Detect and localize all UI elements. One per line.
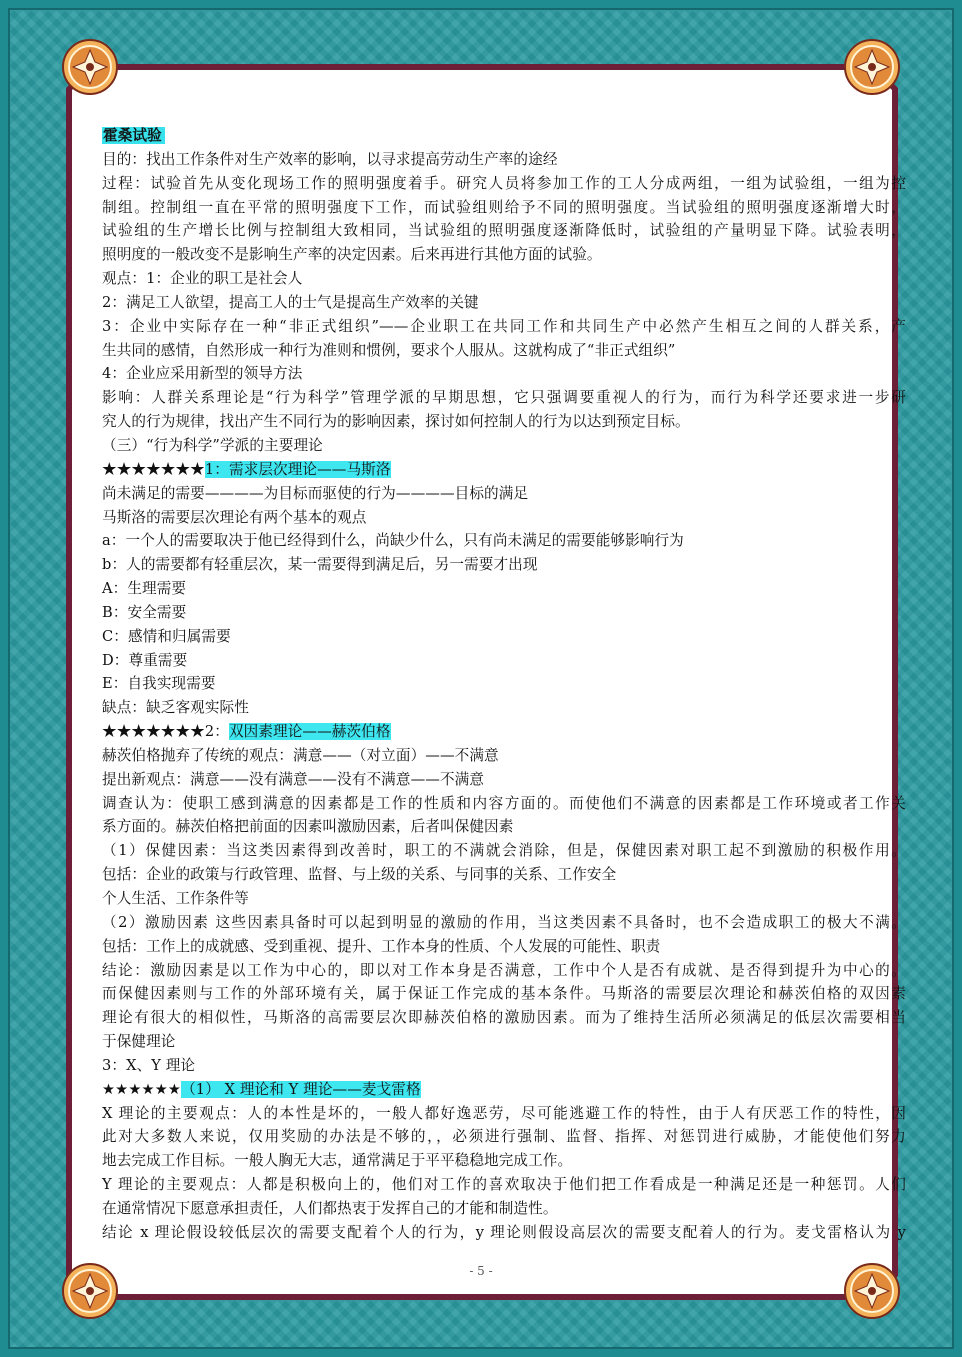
text-line: （三）“行为科学”学派的主要理论 [102, 436, 323, 454]
heading-text: 双因素理论——赫茨伯格 [228, 723, 391, 741]
text-line: a：一个人的需要取决于他已经得到什么，尚缺少什么，只有尚未满足的需要能够影响行为 [102, 532, 684, 550]
corner-ornament-icon [61, 38, 119, 96]
text-line: 在通常情况下愿意承担责任，人们都热衷于发挥自己的才能和制造性。 [102, 1199, 558, 1217]
text-line: 于保健理论 [102, 1033, 176, 1051]
text-line: 缺点：缺乏客观实际性 [102, 699, 249, 717]
text-line: 个人生活、工作条件等 [102, 890, 249, 907]
text-line: 结论 x 理论假设较低层次的需要支配着个人的行为，y 理论则假设高层次的需要支配着人的行为。麦戈雷格认为 y [102, 1223, 906, 1241]
heading-maslow [102, 458, 906, 482]
text-line: 究人的行为规律，找出产生不同行为的影响因素，探讨如何控制人的行为以达到预定目标。 [102, 413, 690, 431]
text-line: 马斯洛的需要层次理论有两个基本的观点 [102, 508, 367, 526]
page-number: - 5 - [469, 1264, 493, 1278]
star-rating: ★★★★★★ [102, 1080, 182, 1098]
text-line: 3：X、Y 理论 [102, 1056, 196, 1074]
text-line: 赫茨伯格抛弃了传统的观点：满意——（对立面）——不满意 [102, 746, 499, 764]
text-line: E：自我实现需要 [102, 675, 216, 693]
text-line: B：安全需要 [102, 603, 187, 621]
text-line: （2）激励因素 这些因素具备时可以起到明显的激励的作用，当这类因素不具备时，也不会造成职工的极大不满。 [102, 913, 906, 931]
text-line: b：人的需要都有轻重层次，某一需要得到满足后，另一需要才出现 [102, 556, 538, 574]
heading-herzberg [102, 720, 906, 744]
text-line: 理论有很大的相似性，马斯洛的高需要层次即赫茨伯格的激励因素。而为了维持生活所必须满足的低层次需要相当 [102, 1009, 906, 1027]
text-line: 生共同的感情，自然形成一种行为准则和惯例，要求个人服从。这就构成了“非正式组织” [102, 341, 676, 359]
text-line: 包括：工作上的成就感、受到重视、提升、工作本身的性质、个人发展的可能性、职责 [102, 937, 661, 955]
heading-mcgregor [102, 1078, 906, 1102]
text-line: 包括：企业的政策与行政管理、监督、与上级的关系、与同事的关系、工作安全 [102, 866, 617, 884]
text-line: 观点：1：企业的职工是社会人 [102, 270, 303, 288]
text-line: 调查认为：使职工感到满意的因素都是工作的性质和内容方面的。而使他们不满意的因素都是工作环境或者工作关 [102, 794, 906, 812]
text-line: 系方面的。赫茨伯格把前面的因素叫激励因素，后者叫保健因素 [102, 818, 514, 836]
text-line: （1）保健因素：当这类因素得到改善时，职工的不满就会消除，但是，保健因素对职工起不到激励的积极作用。 [102, 842, 906, 860]
text-line: 4：企业应采用新型的领导方法 [102, 365, 303, 383]
text-line: 照明度的一般改变不是影响生产率的决定因素。后来再进行其他方面的试验。 [102, 246, 602, 264]
text-line: 过程：试验首先从变化现场工作的照明强度着手。研究人员将参加工作的工人分成两组，一组为试验组，一组为控 [102, 174, 906, 192]
text-line: 提出新观点：满意——没有满意——没有不满意——不满意 [102, 770, 485, 788]
text-line: 而保健因素则与工作的外部环境有关，属于保证工作完成的基本条件。马斯洛的需要层次理论和赫茨伯格的双因素 [102, 985, 906, 1003]
text-line: X 理论的主要观点：人的本性是坏的，一般人都好逸恶劳，尽可能逃避工作的特性，由于人有厌恶工作的特性，因 [102, 1104, 906, 1122]
heading-text: 1：需求层次理论——马斯洛 [204, 460, 391, 478]
text-line: 影响：人群关系理论是“行为科学”管理学派的早期思想，它只强调要重视人的行为，而行为科学还要求进一步研 [102, 389, 906, 407]
text-line: 制组。控制组一直在平常的照明强度下工作，而试验组则给予不同的照明强度。当试验组的照明强度逐渐增大时， [102, 198, 906, 216]
text-line: 尚未满足的需要————为目标而驱使的行为————目标的满足 [102, 484, 529, 502]
text-line: 试验组的生产增长比例与控制组大致相同，当试验组的照明强度逐渐降低时，试验组的产量明显下降。试验表明， [102, 222, 906, 240]
corner-ornament-icon [843, 38, 901, 96]
text-line: D：尊重需要 [102, 651, 188, 669]
text-line: 地去完成工作目标。一般人胸无大志，通常满足于平平稳稳地完成工作。 [102, 1152, 573, 1170]
text-line: 此对大多数人来说，仅用奖励的办法是不够的，，必须进行强制、监督、指挥、对惩罚进行威胁，才能使他们努力 [102, 1128, 906, 1146]
text-line: Y 理论的主要观点：人都是积极向上的，他们对工作的喜欢取决于他们把工作看成是一种满足还是一种惩罚。人们 [102, 1176, 906, 1194]
section-title: 霍桑试验 [102, 124, 906, 148]
text-line: C：感情和归属需要 [102, 627, 231, 645]
text-line: 目的：找出工作条件对生产效率的影响，以寻求提高劳动生产率的途经 [102, 150, 558, 168]
star-rating: ★★★★★★★ [102, 460, 205, 478]
star-rating: ★★★★★★★2： [102, 723, 229, 741]
text-line: 2：满足工人欲望，提高工人的士气是提高生产效率的关键 [102, 293, 479, 311]
document-body [102, 124, 906, 1245]
text-line: A：生理需要 [102, 580, 187, 598]
text-line: 3：企业中实际存在一种“非正式组织”——企业职工在共同工作和共同生产中必然产生相互之间的人群关系，产 [102, 317, 906, 335]
text-line: 结论：激励因素是以工作为中心的，即以对工作本身是否满意，工作中个人是否有成就、是否得到提升为中心的。 [102, 961, 906, 979]
heading-text: （1） X 理论和 Y 理论——麦戈雷格 [181, 1080, 421, 1098]
